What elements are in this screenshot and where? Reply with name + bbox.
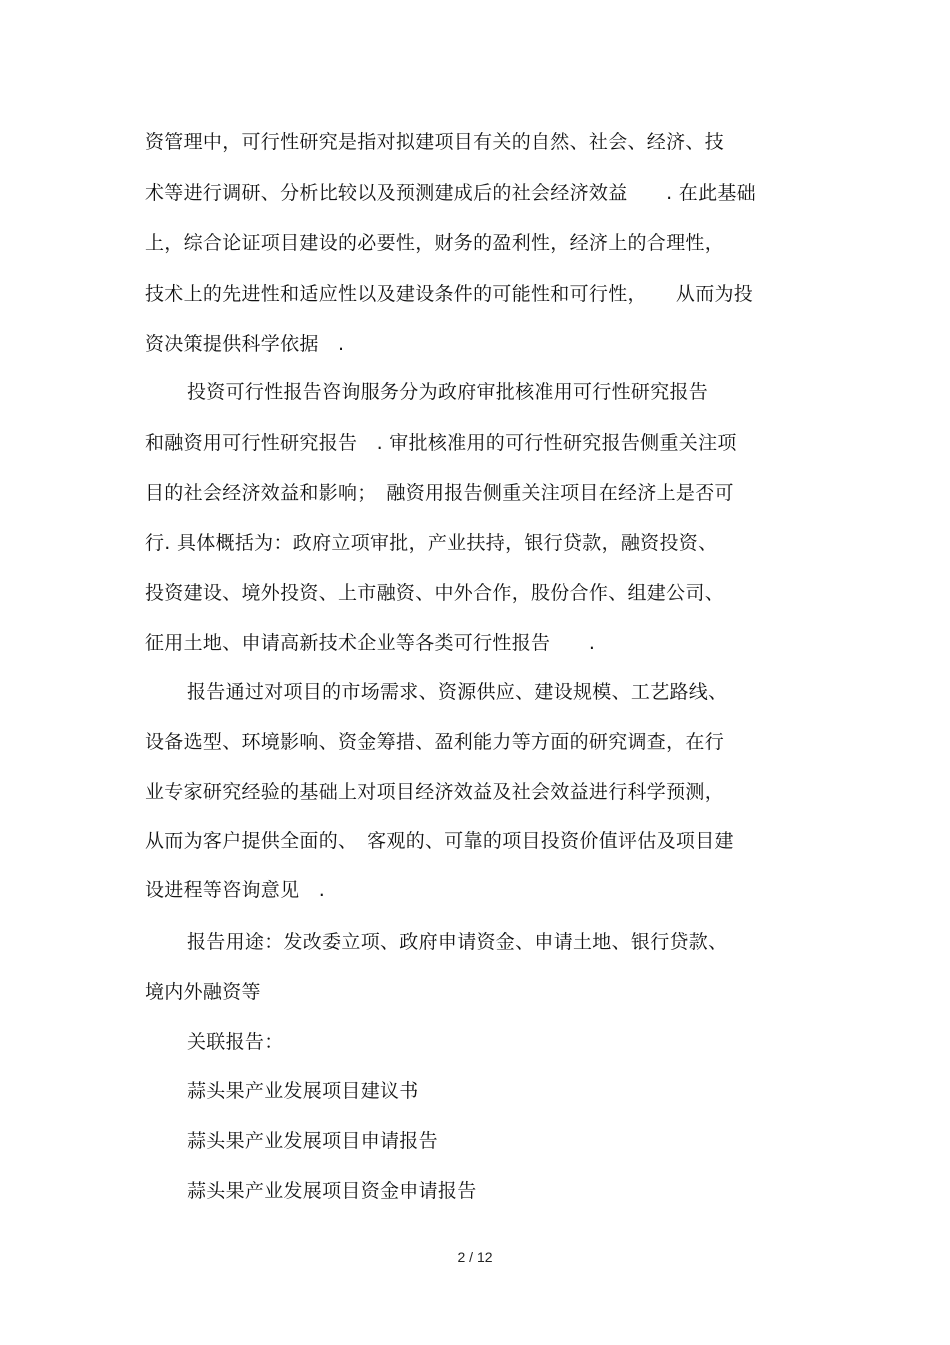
- related-report-item: 蒜头果产业发展项目建议书: [187, 1080, 419, 1102]
- text-line: 资决策提供科学依据 .: [145, 333, 345, 355]
- paragraph-first-line: 报告通过对项目的市场需求、资源供应、建设规模、工艺路线、: [187, 681, 728, 703]
- related-report-item: 蒜头果产业发展项目申请报告: [187, 1130, 438, 1152]
- text-line: 目的社会经济效益和影响； 融资用报告侧重关注项目在经济上是否可: [145, 482, 734, 504]
- text-line: 征用土地、申请高新技术企业等各类可行性报告 .: [145, 632, 596, 654]
- text-line: 和融资用可行性研究报告 . 审批核准用的可行性研究报告侧重关注项: [145, 432, 737, 454]
- text-line: 技术上的先进性和适应性以及建设条件的可能性和可行性， 从而为投: [145, 283, 754, 305]
- text-line: 境内外融资等: [145, 981, 261, 1003]
- text-line: 投资建设、境外投资、上市融资、中外合作，股份合作、组建公司、: [145, 582, 725, 604]
- related-reports-heading: 关联报告：: [187, 1031, 284, 1053]
- page-number: 2 / 12: [457, 1249, 493, 1265]
- text-line: 上，综合论证项目建设的必要性，财务的盈利性，经济上的合理性，: [145, 232, 725, 254]
- text-line: 设进程等咨询意见 .: [145, 879, 326, 901]
- paragraph-first-line: 报告用途：发改委立项、政府申请资金、申请土地、银行贷款、: [187, 931, 728, 953]
- text-line: 设备选型、环境影响、资金筹措、盈利能力等方面的研究调查，在行: [145, 731, 725, 753]
- related-report-item: 蒜头果产业发展项目资金申请报告: [187, 1180, 477, 1202]
- paragraph-first-line: 投资可行性报告咨询服务分为政府审批核准用可行性研究报告: [187, 381, 709, 403]
- text-line: 资管理中，可行性研究是指对拟建项目有关的自然、社会、经济、技: [145, 131, 725, 153]
- text-line: 业专家研究经验的基础上对项目经济效益及社会效益进行科学预测，: [145, 781, 725, 803]
- text-line: 从而为客户提供全面的、 客观的、可靠的项目投资价值评估及项目建: [145, 830, 734, 852]
- text-line: 行. 具体概括为：政府立项审批，产业扶持，银行贷款，融资投资、: [145, 532, 718, 554]
- text-line: 术等进行调研、分析比较以及预测建成后的社会经济效益 . 在此基础: [145, 182, 756, 204]
